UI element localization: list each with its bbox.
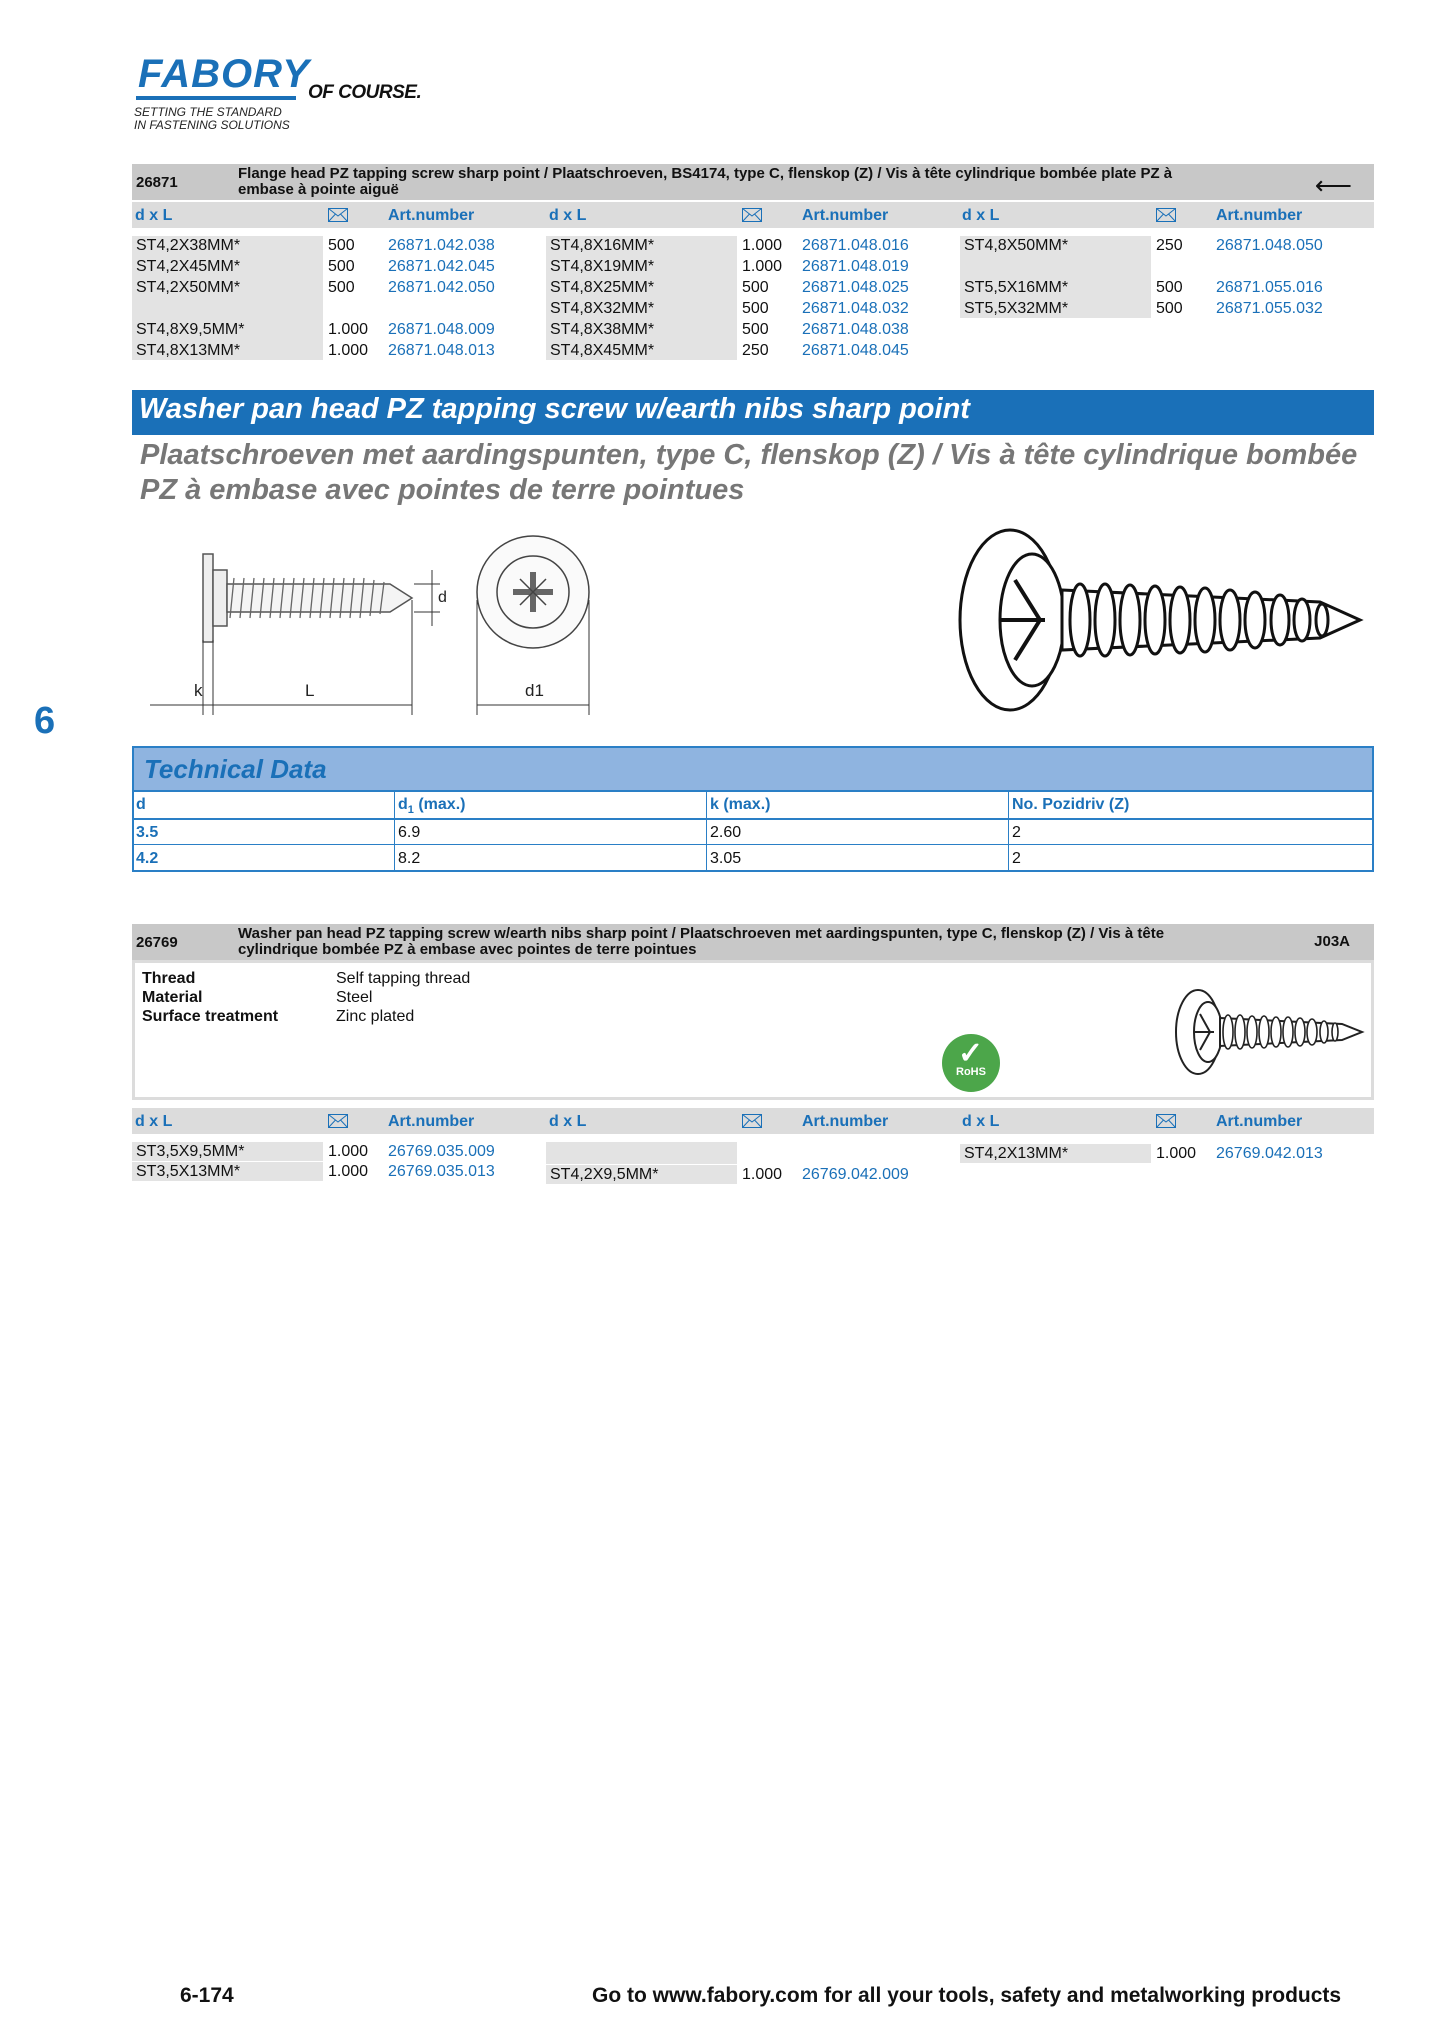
material-value: Steel — [336, 989, 373, 1006]
col-dxl-2: d x L — [549, 207, 587, 224]
product-header-26769 — [132, 924, 1374, 960]
table-row-qty: 500 — [328, 279, 355, 296]
surface-treatment-label: Surface treatment — [142, 1008, 279, 1025]
table-row-name: ST4,8X19MM* — [546, 257, 737, 276]
table-row-name: ST4,2X13MM* — [960, 1144, 1151, 1163]
table-row-qty: 500 — [1156, 300, 1183, 317]
table-row-name: ST5,5X16MM* — [960, 278, 1151, 297]
table-row-qty: 500 — [328, 237, 355, 254]
envelope-icon — [742, 208, 762, 222]
article-link[interactable]: 26871.048.038 — [802, 321, 909, 338]
article-link[interactable]: 26871.048.019 — [802, 258, 909, 275]
table-row-qty: 1.000 — [742, 1166, 783, 1183]
article-link[interactable]: 26871.048.045 — [802, 342, 909, 359]
envelope-icon — [328, 1114, 348, 1128]
table-row-name: ST5,5X32MM* — [960, 299, 1151, 318]
article-link[interactable]: 26769.035.013 — [388, 1163, 495, 1180]
thread-value: Self tapping thread — [336, 970, 471, 987]
column-header-row — [132, 202, 1374, 228]
col-dxl-3: d x L — [962, 1113, 1000, 1130]
tech-row-d: 4.2 — [136, 850, 159, 867]
table-row-name: ST4,8X25MM* — [546, 278, 737, 297]
thread-label: Thread — [142, 970, 196, 987]
product-description-line2: embase à pointe aiguë — [238, 181, 399, 198]
logo-tagline: OF COURSE. — [308, 82, 422, 103]
rohs-label: RoHS — [956, 1066, 986, 1078]
product-reference: J03A — [1314, 933, 1350, 950]
table-row-name: ST3,5X9,5MM* — [132, 1142, 323, 1161]
screw-thumbnail — [1170, 984, 1366, 1080]
table-row-name: ST4,8X45MM* — [546, 341, 737, 360]
col-art-3: Art.number — [1216, 1113, 1303, 1130]
article-link[interactable]: 26769.035.009 — [388, 1143, 495, 1160]
table-row-qty: 1.000 — [742, 258, 783, 275]
product-description-line1: Washer pan head PZ tapping screw w/earth nibs sharp point / Plaatschroeven met aardingspunten, type C, flenskop (Z) / Vis à tête — [238, 925, 1165, 942]
article-link[interactable]: 26871.048.025 — [802, 279, 909, 296]
table-row-name: ST4,8X16MM* — [546, 236, 737, 255]
logo-subtitle-line2: IN FASTENING SOLUTIONS — [134, 118, 290, 132]
envelope-icon — [328, 208, 348, 222]
table-row-name: ST4,2X9,5MM* — [546, 1165, 737, 1184]
article-link[interactable]: 26769.042.013 — [1216, 1145, 1323, 1162]
tech-row-k: 2.60 — [710, 824, 742, 841]
tech-row-pozidriv: 2 — [1012, 850, 1021, 867]
table-row-name: ST4,2X45MM* — [132, 257, 323, 276]
table-row-name: ST4,2X50MM* — [132, 278, 323, 297]
table-divider — [706, 792, 707, 870]
table-row-qty: 1.000 — [328, 1143, 369, 1160]
tech-col-k: k (max.) — [710, 796, 771, 813]
article-link[interactable]: 26871.055.032 — [1216, 300, 1323, 317]
logo-underline — [136, 96, 296, 100]
product-code: 26769 — [136, 934, 178, 951]
table-row-qty: 250 — [742, 342, 769, 359]
tech-col-d1-base: d — [398, 796, 408, 813]
back-arrow-icon[interactable]: ⟵ — [1314, 170, 1352, 200]
article-link[interactable]: 26871.048.032 — [802, 300, 909, 317]
article-link[interactable]: 26871.042.045 — [388, 258, 495, 275]
article-link[interactable]: 26871.048.016 — [802, 237, 909, 254]
table-divider — [394, 792, 395, 870]
col-art-1: Art.number — [388, 1113, 475, 1130]
check-icon: ✓ — [958, 1037, 984, 1070]
envelope-icon — [742, 1114, 762, 1128]
technical-drawing — [150, 530, 610, 720]
col-art-3: Art.number — [1216, 207, 1303, 224]
tech-col-d: d — [136, 796, 146, 813]
table-row-qty: 500 — [328, 258, 355, 275]
table-row-name: ST4,2X38MM* — [132, 236, 323, 255]
table-divider — [134, 844, 1372, 845]
tech-row-pozidriv: 2 — [1012, 824, 1021, 841]
section-title: Washer pan head PZ tapping screw w/earth nibs sharp point — [139, 393, 970, 425]
table-row-qty: 500 — [742, 300, 769, 317]
surface-treatment-value: Zinc plated — [336, 1008, 415, 1025]
chapter-number: 6 — [34, 700, 56, 742]
table-row-qty: 250 — [1156, 237, 1183, 254]
dim-d1-label: d1 — [525, 681, 544, 700]
col-dxl-3: d x L — [962, 207, 1000, 224]
tech-col-pozidriv: No. Pozidriv (Z) — [1012, 796, 1130, 813]
tech-row-d1: 8.2 — [398, 850, 421, 867]
table-row-name: ST3,5X13MM* — [132, 1162, 323, 1181]
article-link[interactable]: 26769.042.009 — [802, 1166, 909, 1183]
col-dxl-1: d x L — [135, 207, 173, 224]
table-row-name: ST4,8X13MM* — [132, 341, 323, 360]
article-link[interactable]: 26871.048.009 — [388, 321, 495, 338]
product-description — [238, 166, 1318, 198]
tech-row-k: 3.05 — [710, 850, 742, 867]
table-row-name: ST4,8X32MM* — [546, 299, 737, 318]
screw-illustration — [950, 520, 1370, 720]
footer-text: Go to www.fabory.com for all your tools, safety and metalworking products — [592, 1984, 1342, 2007]
article-link[interactable]: 26871.042.050 — [388, 279, 495, 296]
column-header-row — [132, 1108, 1374, 1134]
col-dxl-1: d x L — [135, 1113, 173, 1130]
table-divider — [134, 790, 1372, 792]
table-row-qty: 1.000 — [742, 237, 783, 254]
envelope-icon — [1156, 1114, 1176, 1128]
dim-d-label: d — [438, 589, 447, 606]
table-row-name: ST4,8X50MM* — [960, 236, 1151, 255]
tech-row-d1: 6.9 — [398, 824, 421, 841]
section-subtitle: Plaatschroeven met aardingspunten, type C, flenskop (Z) / Vis à tête cylindrique bombée PZ à embase avec pointes de terre pointues — [140, 439, 1358, 506]
product-description — [238, 926, 1318, 958]
col-art-2: Art.number — [802, 1113, 889, 1130]
table-row-qty: 1.000 — [328, 1163, 369, 1180]
article-link[interactable]: 26871.048.050 — [1216, 237, 1323, 254]
col-dxl-2: d x L — [549, 1113, 587, 1130]
dim-L-label: L — [305, 681, 315, 700]
page-number: 6-174 — [180, 1984, 234, 2007]
product-description-line1: Flange head PZ tapping screw sharp point / Plaatschroeven, BS4174, type C, flenskop (Z) / Vis à tête cylindrique bombée plate PZ à — [238, 165, 1173, 182]
table-row-qty: 1.000 — [1156, 1145, 1197, 1162]
article-link[interactable]: 26871.055.016 — [1216, 279, 1323, 296]
table-row-qty: 1.000 — [328, 321, 369, 338]
table-row-qty: 500 — [742, 279, 769, 296]
table-row-qty: 500 — [742, 321, 769, 338]
tech-row-d: 3.5 — [136, 824, 159, 841]
article-link[interactable]: 26871.042.038 — [388, 237, 495, 254]
dim-k-label: k — [194, 681, 203, 700]
table-divider — [1008, 792, 1009, 870]
table-divider — [134, 818, 1372, 820]
tech-col-d1-sub: 1 — [407, 804, 414, 817]
table-row-qty: 1.000 — [328, 342, 369, 359]
tech-col-d1-suffix: (max.) — [413, 796, 466, 813]
product-header-26871 — [132, 164, 1374, 200]
col-art-1: Art.number — [388, 207, 475, 224]
product-code: 26871 — [136, 174, 178, 191]
logo-subtitle — [134, 106, 290, 132]
table-row-name: ST4,8X9,5MM* — [132, 320, 323, 339]
table-row-qty: 500 — [1156, 279, 1183, 296]
product-description-line2: cylindrique bombée PZ à embase avec pointes de terre pointues — [238, 941, 697, 958]
tech-col-d1 — [398, 796, 465, 816]
col-art-2: Art.number — [802, 207, 889, 224]
fabory-logo: FABORY — [138, 52, 310, 96]
article-link[interactable]: 26871.048.013 — [388, 342, 495, 359]
col2-background — [546, 1142, 737, 1164]
logo-subtitle-line1: SETTING THE STANDARD — [134, 105, 282, 119]
table-row-name: ST4,8X38MM* — [546, 320, 737, 339]
material-label: Material — [142, 989, 203, 1006]
envelope-icon — [1156, 208, 1176, 222]
technical-data-title: Technical Data — [144, 754, 327, 784]
